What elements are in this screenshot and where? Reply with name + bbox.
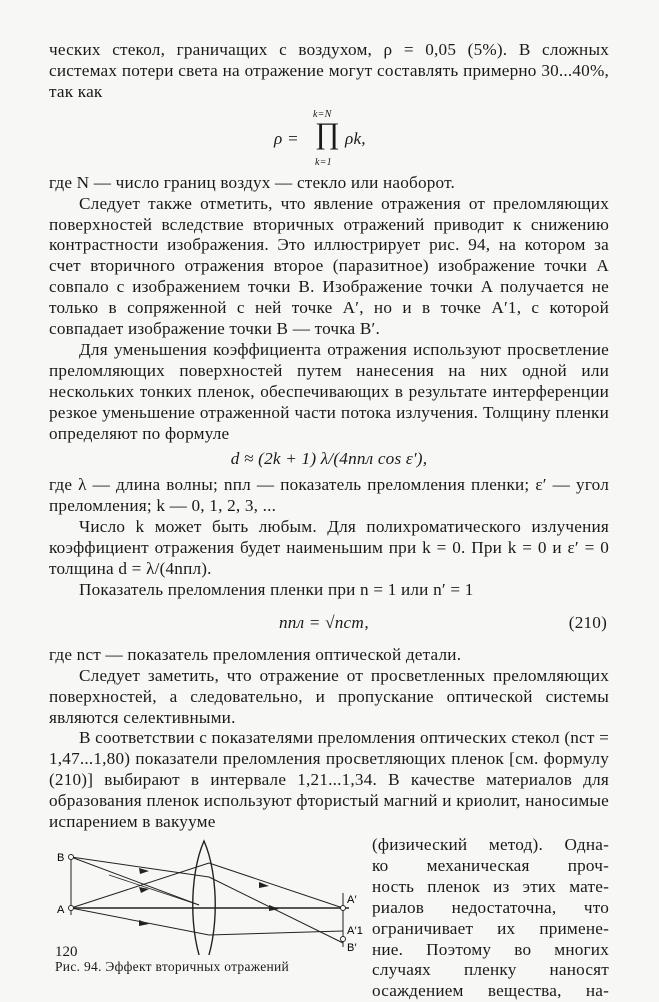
paragraph-3: Следует также отметить, что явление отражения от преломляющих поверхностей вследствие вторичных отражений приводит к снижению контрастности изображения. Это иллюстрирует рис. 94, на котором за счет вторичного отражения второе (паразитное) изображение точки A совпало с изображением точки B. Изображение точки A получается не только в сопряженной с ней точке A′, но и в точке A′1, с которой совпадает изображение точки B — точка B′.: [49, 193, 609, 339]
product-lower-limit: k=1: [315, 156, 332, 168]
paragraph-6: Число k может быть любым. Для полихроматического излучения коэффициент отражения будет наименьшим при k = 0. При k = 0 и ε′ = 0 толщина d = λ/(4nпл).: [49, 517, 609, 579]
label-a: A: [57, 904, 65, 916]
paragraph-10: В соответствии с показателями преломления оптических стекол (nст = 1,47...1,80) показатели преломления просветляющих пленок [см. формулу (210)] выбирают в интервале 1,21...1,34. В качестве материалов для образования пленок используют фтористый магний и криолит, наносимые испарением в вакууме: [49, 728, 609, 832]
formula-210-number: (210): [568, 612, 607, 632]
thickness-formula: d ≈ (2k + 1) λ/(4nпл cos ε′),: [230, 448, 428, 468]
point-a1-prime: [341, 937, 346, 942]
formula-210: [49, 607, 609, 641]
paragraph-7: Показатель преломления пленки при n = 1 или n′ = 1: [79, 579, 474, 599]
book-page: [49, 40, 609, 1001]
product-term: ρk,: [345, 128, 366, 148]
point-a-prime: [341, 906, 346, 911]
side-line: ние. Поэтому во многих: [372, 939, 609, 959]
label-b-prime: B′: [347, 942, 357, 954]
paragraph-1: ческих стекол, граничащих с воздухом, ρ = 0,05 (5%). В сложных системах потери света на отражение могут составлять примерно 30...40%, так как: [49, 40, 609, 101]
formula-210-body: nпл = √nст,: [279, 612, 369, 632]
lens: [193, 841, 216, 955]
side-line: осаждением вещества, на-: [372, 981, 609, 1001]
side-line: ко механическая проч-: [372, 855, 609, 875]
label-a1-prime: A′1: [347, 925, 364, 937]
paragraph-4: Для уменьшения коэффициента отражения используют просветление преломляющих поверхностей путем нанесения на них одной или нескольких тонких пленок, обеспечивающих в результате интерференции резкое уменьшение отраженной части потока излучения. Толщину пленки определяют по формуле: [49, 339, 609, 443]
ray-a-2: [209, 863, 343, 908]
side-line: ограничивает их примене-: [372, 918, 609, 938]
product-symbol: ∏: [315, 116, 340, 150]
figure-caption: Рис. 94. Эффект вторичных отражений: [55, 959, 290, 974]
paragraph-8: где nст — показатель преломления оптической детали.: [49, 644, 462, 664]
figure-block: [49, 835, 609, 1001]
side-text: [372, 835, 609, 1002]
secondary-reflection-diagram: [49, 835, 369, 955]
paragraph-5: где λ — длина волны; nпл — показатель преломления пленки; ε′ — угол преломления; k — 0, 1, 2, 3, ...: [49, 475, 609, 516]
paragraph-2: где N — число границ воздух — стекло или наоборот.: [49, 172, 456, 192]
label-a-prime: A′: [347, 894, 357, 906]
side-line: (физический метод). Одна-: [372, 835, 609, 854]
side-line: случаях пленку наносят: [372, 960, 609, 980]
product-lhs: ρ =: [274, 128, 299, 148]
product-formula: [49, 105, 609, 173]
ray-reflected: [109, 875, 199, 905]
product-upper-limit: k=N: [313, 108, 332, 120]
paragraph-9: Следует заметить, что отражение от просветленных преломляющих поверхностей, а следовательно, и пропускание оптической системы являются селективными.: [49, 665, 609, 727]
arrow-1: [139, 868, 149, 874]
ray-b-3: [71, 857, 199, 905]
page-number: 120: [55, 944, 78, 960]
figure-94: [49, 835, 369, 985]
point-a: [69, 906, 74, 911]
point-b: [69, 855, 74, 860]
side-line: ность пленок из этих мате-: [372, 876, 609, 896]
side-line: риалов недостаточна, что: [372, 897, 609, 917]
label-b: B: [57, 852, 65, 864]
